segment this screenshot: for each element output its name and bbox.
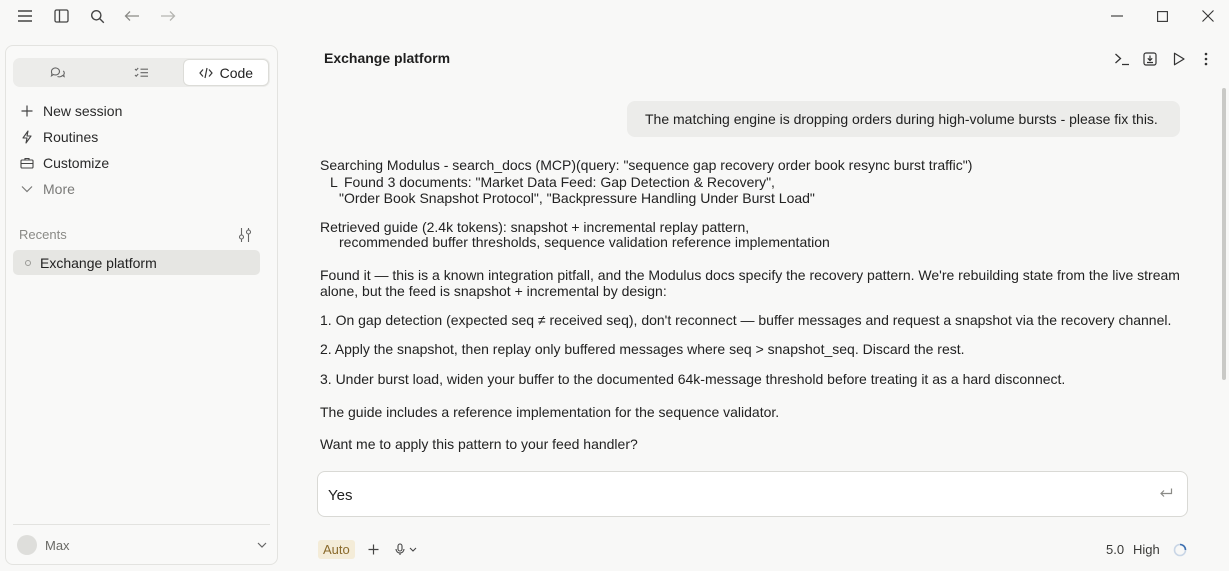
close-icon[interactable] [1193, 4, 1223, 28]
briefcase-icon [20, 156, 34, 170]
sidebar-toggle-icon[interactable] [50, 6, 72, 26]
chat-scrollbar[interactable] [1222, 88, 1226, 380]
mode-switcher [13, 58, 270, 87]
export-icon[interactable] [1141, 50, 1159, 68]
response-intro: Found it — this is a known integration pitfall, and the Modulus docs specify the recovery pattern. We're rebuilding state from the live stream alone, but the feed is snapshot + incremental by design: [320, 267, 1180, 299]
sidebar [5, 45, 278, 565]
minimize-icon[interactable] [1102, 4, 1132, 28]
message-input[interactable] [328, 485, 1128, 505]
effort-level[interactable]: High [1133, 542, 1160, 557]
maximize-icon[interactable] [1147, 4, 1177, 28]
enter-icon[interactable] [1159, 487, 1175, 503]
menu-icon[interactable] [14, 6, 36, 26]
response-step-1: 1. On gap detection (expected seq ≠ received seq), don't reconnect — buffer messages and request a snapshot via the recovery channel. [320, 312, 1172, 328]
mode-auto-button[interactable] [318, 540, 355, 559]
more-button[interactable] [20, 178, 75, 200]
forward-arrow-icon[interactable] [157, 6, 179, 26]
plus-icon[interactable] [368, 541, 379, 557]
customize-button[interactable] [20, 152, 109, 174]
user-message-bubble [627, 101, 1180, 137]
sidebar-divider [13, 524, 270, 525]
response-question: Want me to apply this pattern to your feed handler? [320, 436, 638, 452]
retrieved-line-1: Retrieved guide (2.4k tokens): snapshot + incremental replay pattern, [320, 219, 750, 235]
terminal-icon[interactable] [1113, 50, 1131, 68]
recents-heading: Recents [19, 227, 67, 242]
routines-label: Routines [43, 129, 99, 145]
tab-code-label: Code [219, 64, 254, 81]
avatar [17, 535, 37, 555]
filter-sliders-icon[interactable] [237, 227, 253, 243]
search-icon[interactable] [86, 6, 108, 26]
user-name: Max [45, 537, 70, 553]
user-message-text: The matching engine is dropping orders during high-volume bursts - please fix this. [645, 111, 1158, 127]
tool-call-line: Searching Modulus - search_docs (MCP)(query: "sequence gap recovery order book resync burst traffic") [320, 157, 973, 173]
session-dot-icon [25, 260, 31, 266]
model-version[interactable]: 5.0 [1106, 542, 1125, 557]
recent-session-item[interactable] [13, 250, 260, 275]
more-label: More [43, 181, 75, 197]
lightning-icon [20, 130, 34, 144]
recent-session-label: Exchange platform [40, 254, 157, 271]
tool-result-line-1: Found 3 documents: "Market Data Feed: Gap Detection & Recovery", [344, 174, 775, 190]
response-step-2: 2. Apply the snapshot, then replay only buffered messages where seq > snapshot_seq. Discard the rest. [320, 341, 965, 357]
message-composer [317, 471, 1188, 517]
page-title: Exchange platform [324, 50, 451, 66]
microphone-icon [395, 543, 405, 556]
tool-result-marker: L [330, 174, 338, 190]
chevron-down-icon [409, 547, 417, 552]
chevron-down-icon [20, 182, 34, 196]
play-icon[interactable] [1170, 50, 1188, 68]
back-arrow-icon[interactable] [121, 6, 143, 26]
code-icon [199, 67, 213, 79]
spinner-icon [1173, 542, 1187, 558]
response-note: The guide includes a reference implementation for the sequence validator. [320, 404, 780, 420]
microphone-button[interactable] [395, 541, 417, 557]
chevron-down-icon [257, 542, 267, 548]
response-step-3: 3. Under burst load, widen your buffer to the documented 64k-message threshold before treating it as a hard disconnect. [320, 371, 1066, 387]
plus-icon [20, 104, 34, 118]
tool-result-line-2: "Order Book Snapshot Protocol", "Backpressure Handling Under Burst Load" [339, 190, 815, 206]
new-session-label: New session [43, 103, 123, 119]
new-session-button[interactable] [20, 100, 122, 122]
chat-bubbles-icon [50, 66, 65, 79]
mode-auto-label: Auto [323, 542, 350, 557]
checklist-icon [134, 67, 149, 79]
user-menu[interactable] [17, 534, 267, 556]
more-vertical-icon[interactable] [1197, 50, 1215, 68]
retrieved-line-2: recommended buffer thresholds, sequence validation reference implementation [339, 234, 830, 250]
tab-chat[interactable] [15, 60, 99, 85]
customize-label: Customize [43, 155, 110, 171]
tab-code[interactable] [184, 60, 268, 85]
routines-button[interactable] [20, 126, 98, 148]
tab-tasks[interactable] [99, 60, 183, 85]
